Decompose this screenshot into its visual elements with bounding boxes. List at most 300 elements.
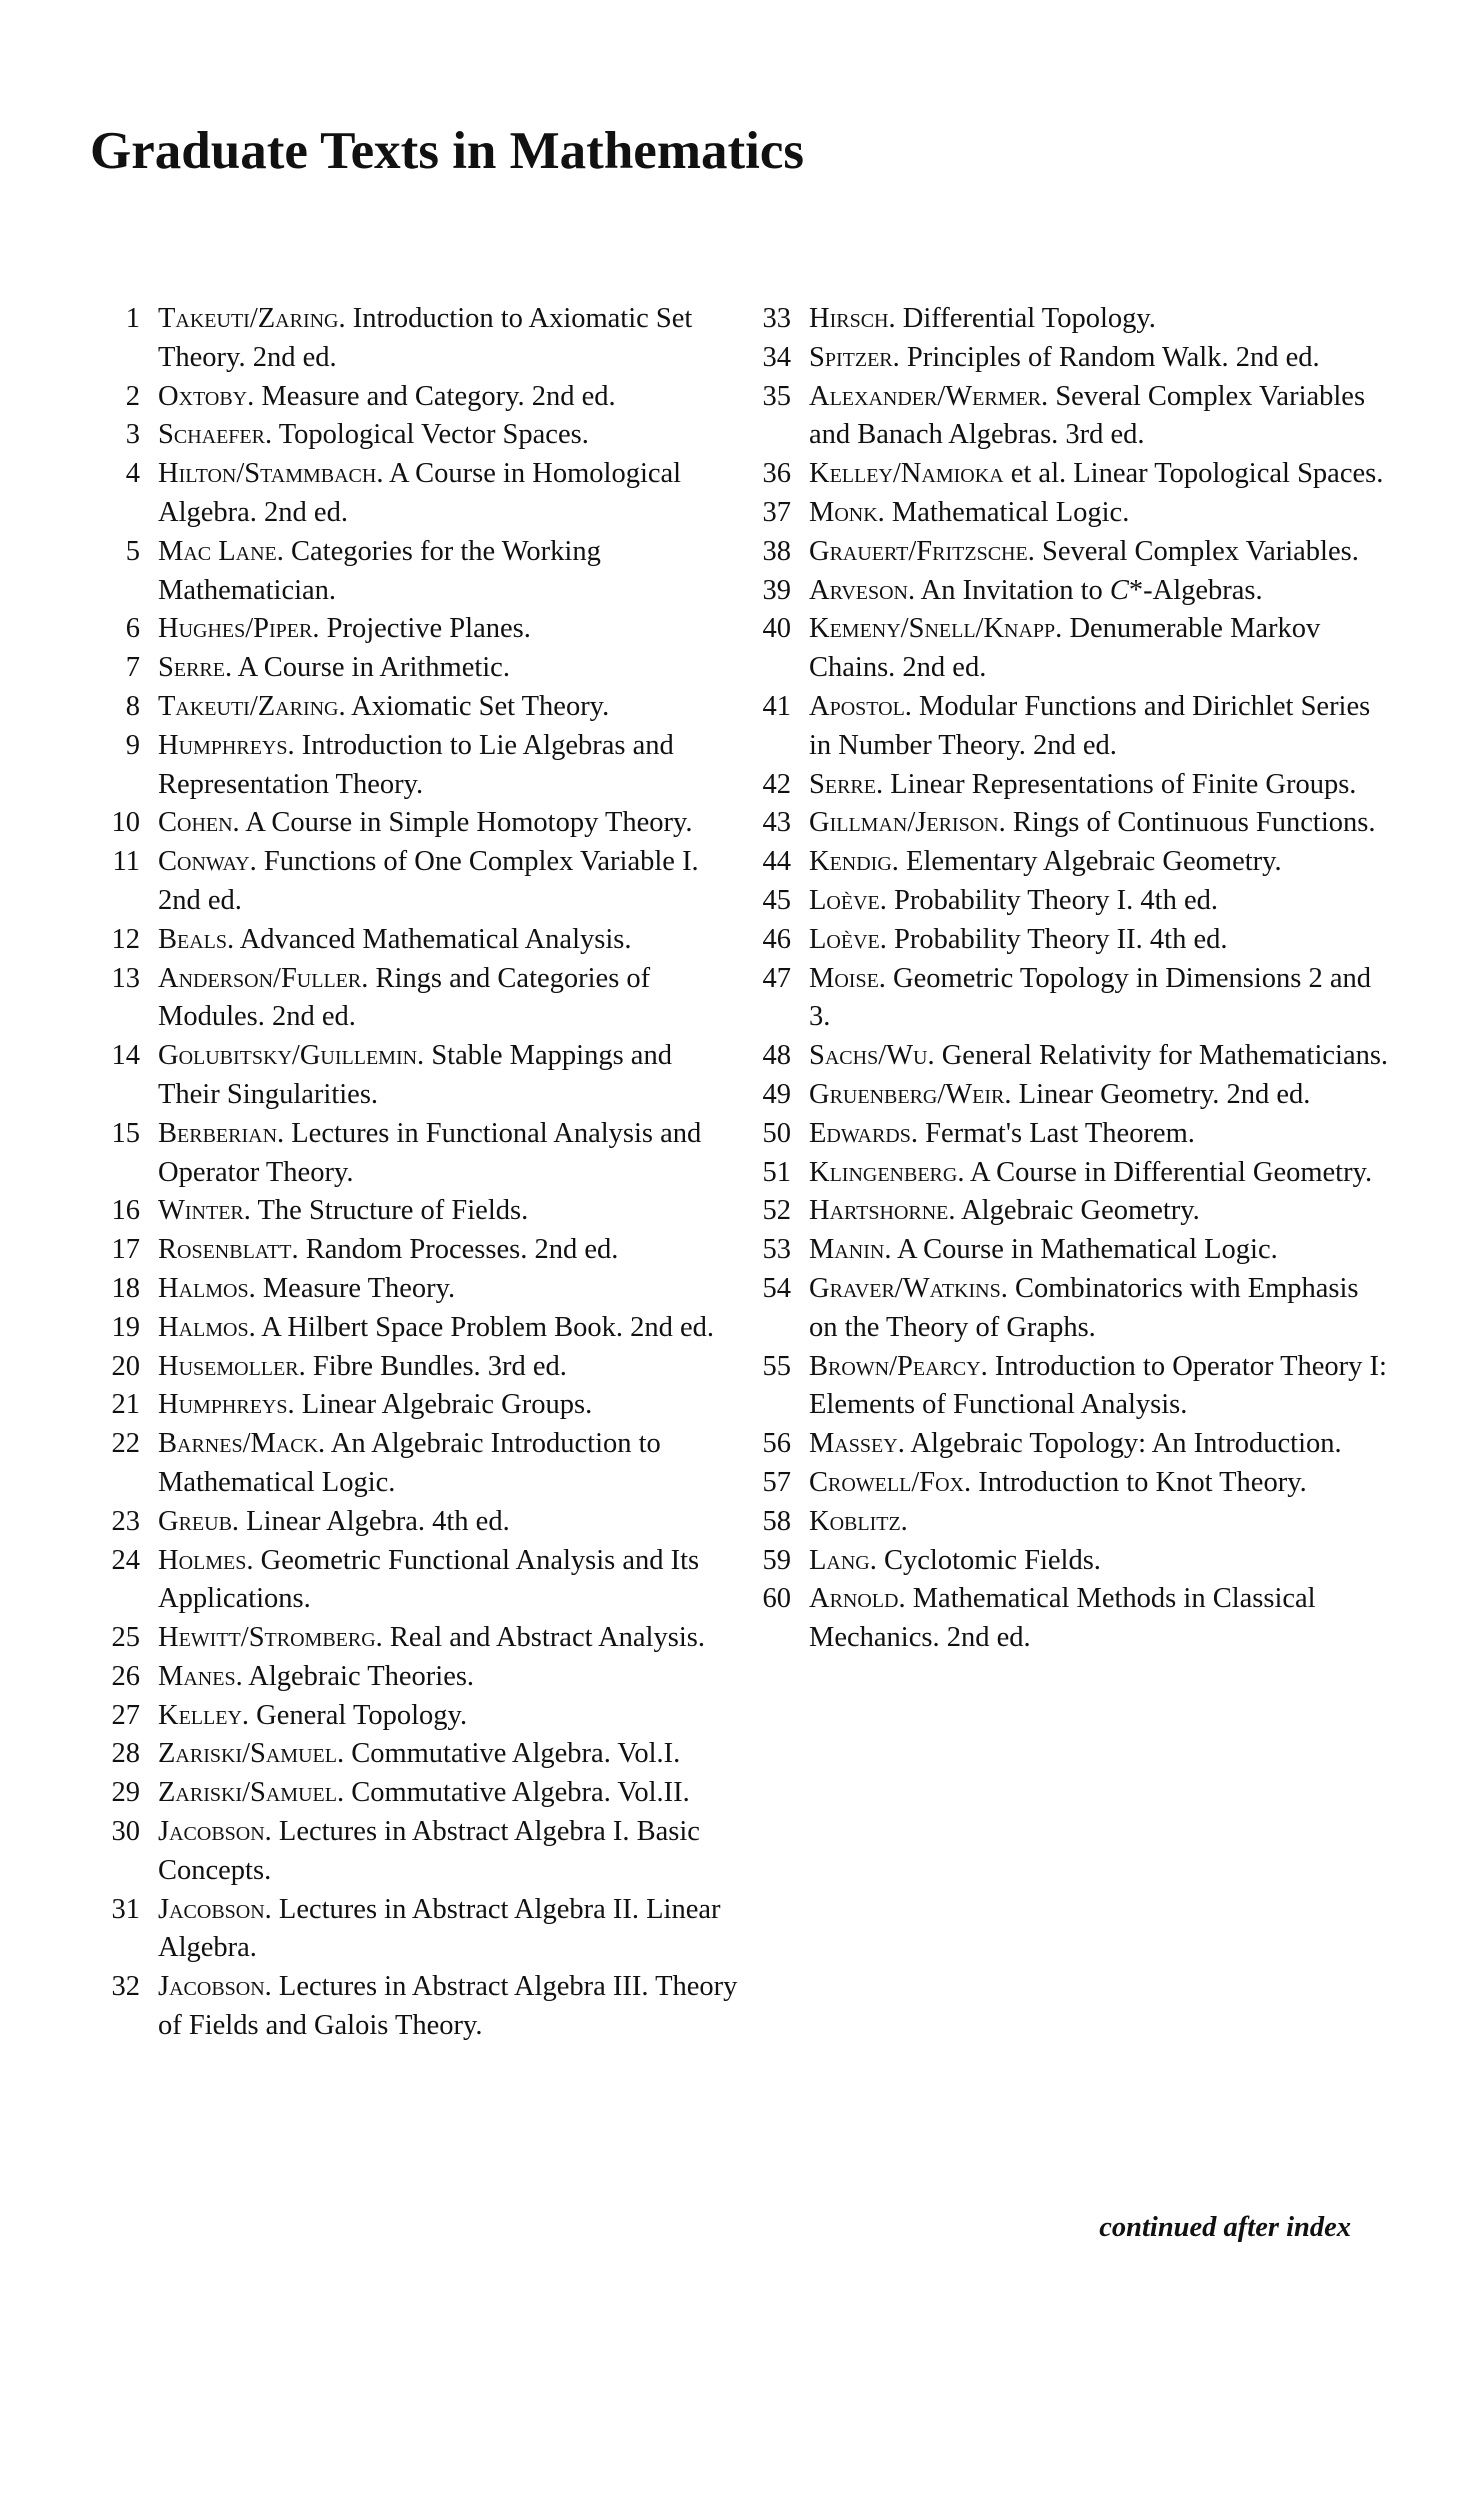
entry-number: 10 (111, 807, 140, 839)
entry-number: 8 (125, 690, 140, 722)
list-item (751, 1425, 1391, 1464)
entry-text (809, 1580, 1391, 1658)
entry-title: Measure and Category. 2nd ed. (254, 380, 616, 412)
list-item (100, 1425, 740, 1503)
entry-title: Lectures in Abstract Algebra I. Basic Concepts. (158, 1816, 700, 1886)
right-column (751, 300, 1391, 1658)
list-item (100, 1503, 740, 1542)
entry-title: Lectures in Abstract Algebra III. Theory of Fields and Galois Theory. (158, 1971, 738, 2042)
list-item (751, 688, 1391, 766)
list-item (751, 1076, 1391, 1115)
entry-text (809, 1348, 1391, 1426)
entry-number: 31 (111, 1893, 140, 1925)
entry-number: 30 (111, 1816, 140, 1848)
entry-text (809, 1037, 1391, 1076)
entry-number: 27 (111, 1699, 140, 1731)
entry-text (158, 378, 740, 417)
list-item (751, 572, 1391, 611)
entry-number: 9 (125, 729, 140, 761)
entry-title: Linear Representations of Finite Groups. (883, 768, 1357, 800)
entry-number: 26 (111, 1660, 140, 1692)
entry-text (158, 1309, 740, 1348)
entry-text (809, 455, 1391, 494)
entry-text (809, 533, 1391, 572)
list-item (100, 1348, 740, 1387)
entry-number: 24 (111, 1544, 140, 1576)
entry-number: 41 (762, 690, 791, 722)
entry-title: Several Complex Variables. (1034, 535, 1359, 567)
entry-text (809, 843, 1391, 882)
entry-title: Algebraic Theories. (242, 1660, 475, 1692)
list-item (751, 843, 1391, 882)
entry-author: Kelley. (158, 1699, 250, 1731)
entry-title: A Course in Differential Geometry. (964, 1156, 1373, 1188)
list-item (100, 1891, 740, 1969)
entry-author: Hartshorne. (809, 1195, 956, 1227)
list-item (100, 1037, 740, 1115)
entry-number: 16 (111, 1195, 140, 1227)
entry-author: Manin. (809, 1234, 892, 1266)
list-item (100, 727, 740, 805)
entry-author: Takeuti/Zaring. (158, 690, 346, 722)
entry-number: 22 (111, 1428, 140, 1460)
list-item (751, 378, 1391, 456)
entry-author: Oxtoby. (158, 380, 255, 412)
entry-author: Hilton/Stammbach. (158, 458, 384, 490)
entry-title: Several Complex Variables and Banach Algebras. 3rd ed. (809, 380, 1366, 451)
entry-author: Serre. (809, 768, 884, 800)
list-item (751, 804, 1391, 843)
entry-text (158, 1386, 740, 1425)
entry-number: 6 (125, 613, 140, 645)
entry-text (158, 1697, 740, 1736)
entry-number: 40 (762, 613, 791, 645)
entry-text (809, 1542, 1391, 1581)
entry-title: A Course in Mathematical Logic. (891, 1234, 1278, 1266)
list-item (100, 1270, 740, 1309)
entry-author: Holmes. (158, 1544, 254, 1576)
entry-number: 56 (762, 1428, 791, 1460)
entry-text (158, 1891, 740, 1969)
entry-author: Beals. (158, 923, 235, 955)
list-item (100, 1231, 740, 1270)
entry-number: 15 (111, 1117, 140, 1149)
entry-number: 20 (111, 1350, 140, 1382)
entry-author: Klingenberg. (809, 1156, 965, 1188)
entry-text (158, 610, 740, 649)
entry-title: An Invitation to (915, 574, 1110, 606)
entry-number: 44 (762, 846, 791, 878)
entry-number: 19 (111, 1311, 140, 1343)
list-item (751, 1503, 1391, 1542)
entry-number: 18 (111, 1272, 140, 1304)
entry-number: 57 (762, 1466, 791, 1498)
entry-number: 34 (762, 341, 791, 373)
entry-title: Linear Algebraic Groups. (294, 1389, 593, 1421)
entry-author: Monk. (809, 496, 885, 528)
entry-text (158, 804, 740, 843)
entry-title: Rings of Continuous Functions. (1005, 807, 1376, 839)
entry-author: Hewitt/Stromberg. (158, 1622, 383, 1654)
entry-title: Differential Topology. (895, 303, 1156, 334)
entry-title: An Algebraic Introduction to Mathematical Logic. (158, 1428, 661, 1498)
entry-number: 17 (111, 1234, 140, 1266)
entry-title: Cyclotomic Fields. (876, 1544, 1101, 1576)
list-item (751, 339, 1391, 378)
list-item (100, 1115, 740, 1193)
entry-text (809, 300, 1391, 339)
entry-text (809, 1076, 1391, 1115)
entry-title: Lectures in Functional Analysis and Operator Theory. (158, 1117, 702, 1188)
list-item (100, 455, 740, 533)
entry-text (809, 960, 1391, 1038)
entry-author: Loève. (809, 923, 887, 955)
entry-title: et al. Linear Topological Spaces. (1003, 458, 1384, 490)
entry-number: 43 (762, 807, 791, 839)
entry-text (158, 1735, 740, 1774)
entry-title: Combinatorics with Emphasis on the Theory of Graphs. (809, 1272, 1359, 1343)
list-item (751, 494, 1391, 533)
list-item (100, 1658, 740, 1697)
entry-text (809, 804, 1391, 843)
entry-text (158, 1037, 740, 1115)
list-item (100, 1619, 740, 1658)
entry-author: Halmos. (158, 1311, 256, 1343)
list-item (751, 960, 1391, 1038)
entry-author: Humphreys. (158, 729, 295, 761)
entry-title: Mathematical Methods in Classical Mechanics. 2nd ed. (809, 1583, 1316, 1654)
entry-text (809, 1154, 1391, 1193)
list-item (751, 1037, 1391, 1076)
entry-author: Lang. (809, 1544, 877, 1576)
entry-text (158, 727, 740, 805)
entry-author: Spitzer. (809, 341, 900, 373)
entry-text (158, 1192, 740, 1231)
entry-title: A Course in Arithmetic. (232, 652, 510, 684)
list-item (751, 610, 1391, 688)
entry-text (158, 688, 740, 727)
list-item (100, 688, 740, 727)
entry-title: Linear Geometry. 2nd ed. (1011, 1078, 1311, 1110)
entry-text (158, 1968, 740, 2046)
entry-author: Conway. (158, 846, 257, 878)
entry-text (158, 1619, 740, 1658)
entry-author: Golubitsky/Guillemin. (158, 1040, 425, 1072)
entry-author: Winter. (158, 1195, 251, 1227)
entry-text (158, 649, 740, 688)
entry-text (809, 378, 1391, 456)
list-item (751, 1270, 1391, 1348)
entry-title: Principles of Random Walk. 2nd ed. (899, 341, 1320, 373)
entry-number: 21 (111, 1389, 140, 1421)
list-item (100, 416, 740, 455)
entry-author: Graver/Watkins. (809, 1272, 1008, 1304)
list-item (100, 1386, 740, 1425)
entry-title: A Course in Simple Homotopy Theory. (239, 807, 693, 839)
entry-title: Fibre Bundles. 3rd ed. (305, 1350, 567, 1382)
list-item (751, 533, 1391, 572)
entry-title-after: *-Algebras. (1128, 574, 1263, 606)
entry-title: Algebraic Geometry. (955, 1195, 1200, 1227)
entry-author: Brown/Pearcy. (809, 1350, 988, 1382)
entry-text (809, 882, 1391, 921)
entry-number: 33 (762, 303, 791, 334)
entry-author: Jacobson. (158, 1971, 272, 2003)
entry-author: Hughes/Piper. (158, 613, 320, 645)
entry-author: Arveson. (809, 574, 916, 606)
entry-author: Manes. (158, 1660, 243, 1692)
entry-author: Barnes/Mack. (158, 1428, 326, 1460)
entry-author: Jacobson. (158, 1816, 272, 1848)
entry-author: Kelley/Namioka (809, 458, 1004, 490)
entry-number: 50 (762, 1117, 791, 1149)
entry-title: Stable Mappings and Their Singularities. (158, 1040, 672, 1110)
list-item (100, 843, 740, 921)
entry-text (809, 1464, 1391, 1503)
entry-number: 46 (762, 923, 791, 955)
list-item (751, 1348, 1391, 1426)
entry-title: Topological Vector Spaces. (272, 419, 589, 451)
entry-text (158, 1348, 740, 1387)
list-item (751, 1580, 1391, 1658)
list-item (100, 649, 740, 688)
entry-author: Cohen. (158, 807, 240, 839)
entry-author: Rosenblatt. (158, 1234, 299, 1266)
entry-text (158, 1270, 740, 1309)
entry-title: Rings and Categories of Modules. 2nd ed. (158, 962, 651, 1033)
list-item (100, 1968, 740, 2046)
entry-title: Commutative Algebra. Vol.I. (344, 1738, 681, 1770)
entry-number: 58 (762, 1505, 791, 1537)
entry-number: 39 (762, 574, 791, 606)
entry-number: 48 (762, 1040, 791, 1072)
entry-author: Gillman/Jerison. (809, 807, 1006, 839)
entry-author: Serre. (158, 652, 233, 684)
list-item (751, 766, 1391, 805)
entry-author: Loève. (809, 884, 887, 916)
entry-title: Projective Planes. (319, 613, 531, 645)
entry-title: Linear Algebra. 4th ed. (239, 1505, 510, 1537)
entry-text (158, 1658, 740, 1697)
list-item (100, 533, 740, 611)
entry-title: Elementary Algebraic Geometry. (898, 846, 1282, 878)
entry-text (809, 1425, 1391, 1464)
entry-author: Crowell/Fox. (809, 1466, 972, 1498)
list-item (100, 1735, 740, 1774)
entry-title: General Topology. (249, 1699, 468, 1731)
entry-author: Massey. (809, 1428, 905, 1460)
entry-number: 14 (111, 1040, 140, 1072)
entry-title: Functions of One Complex Variable I. 2nd ed. (158, 846, 699, 916)
entry-number: 37 (762, 496, 791, 528)
entry-author: Edwards. (809, 1117, 918, 1149)
entry-title: Introduction to Axiomatic Set Theory. 2nd ed. (158, 303, 693, 373)
entry-author: Anderson/Fuller. (158, 962, 369, 994)
entry-number: 47 (762, 962, 791, 994)
entry-number: 32 (111, 1971, 140, 2003)
entry-text (809, 494, 1391, 533)
entry-text (158, 455, 740, 533)
entry-text (809, 688, 1391, 766)
entry-title: A Hilbert Space Problem Book. 2nd ed. (255, 1311, 715, 1343)
entry-author: Zariski/Samuel. (158, 1777, 345, 1809)
entry-text (158, 960, 740, 1038)
entry-title: General Relativity for Mathematicians. (934, 1040, 1389, 1072)
entry-text (158, 1774, 740, 1813)
entry-text (809, 921, 1391, 960)
entry-text (158, 1115, 740, 1193)
entry-text (809, 572, 1391, 611)
entry-text (158, 300, 740, 378)
entry-title: Probability Theory II. 4th ed. (886, 923, 1228, 955)
entry-author: Alexander/Wermer. (809, 380, 1049, 412)
entry-author: Husemoller. (158, 1350, 306, 1382)
entry-text (158, 1231, 740, 1270)
entry-title: Advanced Mathematical Analysis. (234, 923, 632, 955)
entry-author: Schaefer. (158, 419, 273, 451)
list-item (751, 1464, 1391, 1503)
list-item (100, 960, 740, 1038)
entry-author: Grauert/Fritzsche. (809, 535, 1035, 567)
list-item (100, 1813, 740, 1891)
entry-number: 60 (762, 1583, 791, 1615)
entry-title: Axiomatic Set Theory. (345, 690, 610, 722)
entry-title: Denumerable Markov Chains. 2nd ed. (809, 613, 1321, 684)
entry-number: 52 (762, 1195, 791, 1227)
entry-number: 51 (762, 1156, 791, 1188)
entry-number: 25 (111, 1622, 140, 1654)
entry-author: Kemeny/Snell/Knapp. (809, 613, 1063, 645)
entry-title: Modular Functions and Dirichlet Series in Number Theory. 2nd ed. (809, 690, 1371, 761)
entry-number: 29 (111, 1777, 140, 1809)
entry-title: Random Processes. 2nd ed. (298, 1234, 619, 1266)
entry-title: A Course in Homological Algebra. 2nd ed. (158, 458, 682, 528)
list-item (751, 1231, 1391, 1270)
entry-author: Jacobson. (158, 1893, 272, 1925)
entry-number: 59 (762, 1544, 791, 1576)
entry-author: Gruenberg/Weir. (809, 1078, 1012, 1110)
entry-number: 54 (762, 1272, 791, 1304)
entry-author: Humphreys. (158, 1389, 295, 1421)
entry-author: Koblitz. (809, 1505, 908, 1537)
entry-text (158, 1813, 740, 1891)
entry-text (809, 1192, 1391, 1231)
entry-text (158, 1425, 740, 1503)
entry-text (809, 766, 1391, 805)
list-item (100, 1774, 740, 1813)
entry-number: 5 (125, 535, 140, 567)
list-item (100, 804, 740, 843)
entry-number: 38 (762, 535, 791, 567)
entry-title: Geometric Topology in Dimensions 2 and 3. (809, 962, 1372, 1033)
list-item (751, 921, 1391, 960)
entry-text (809, 1115, 1391, 1154)
entry-author: Sachs/Wu. (809, 1040, 935, 1072)
entry-title: Lectures in Abstract Algebra II. Linear Algebra. (158, 1893, 721, 1964)
list-item (751, 1192, 1391, 1231)
entry-number: 49 (762, 1078, 791, 1110)
entry-author: Takeuti/Zaring. (158, 303, 346, 334)
list-item (751, 1154, 1391, 1193)
entry-text (158, 416, 740, 455)
entry-author: Mac Lane. (158, 535, 284, 567)
entry-text (158, 533, 740, 611)
entry-title: Geometric Functional Analysis and Its Applications. (158, 1544, 700, 1615)
entry-text (158, 1503, 740, 1542)
entry-text (809, 339, 1391, 378)
entry-number: 53 (762, 1234, 791, 1266)
entry-author: Zariski/Samuel. (158, 1738, 345, 1770)
entry-number: 42 (762, 768, 791, 800)
entry-author: Kendig. (809, 846, 899, 878)
entry-text (158, 1542, 740, 1620)
entry-number: 28 (111, 1738, 140, 1770)
entry-text (158, 843, 740, 921)
entry-title-italic: C (1109, 574, 1129, 606)
list-item (100, 1192, 740, 1231)
entry-number: 4 (125, 458, 140, 490)
entry-title: Algebraic Topology: An Introduction. (904, 1428, 1342, 1460)
entry-author: Halmos. (158, 1272, 256, 1304)
list-item (751, 455, 1391, 494)
entry-title: Introduction to Knot Theory. (971, 1466, 1307, 1498)
left-column (100, 300, 740, 2046)
entry-author: Arnold. (809, 1583, 906, 1615)
entry-title: Commutative Algebra. Vol.II. (344, 1777, 690, 1809)
entry-number: 45 (762, 884, 791, 916)
entry-number: 2 (125, 380, 140, 412)
entry-title: The Structure of Fields. (250, 1195, 529, 1227)
entry-number: 55 (762, 1350, 791, 1382)
entry-text (809, 1231, 1391, 1270)
entry-author: Hirsch. (809, 303, 896, 334)
entry-number: 13 (111, 962, 140, 994)
entry-text (809, 1503, 1391, 1542)
list-item (100, 1542, 740, 1620)
entry-number: 7 (125, 652, 140, 684)
entry-number: 3 (125, 419, 140, 451)
entry-number: 23 (111, 1505, 140, 1537)
entry-number: 35 (762, 380, 791, 412)
list-item (751, 1542, 1391, 1581)
entry-title: Probability Theory I. 4th ed. (886, 884, 1218, 916)
entry-text (809, 1270, 1391, 1348)
continued-note: continued after index (1099, 2212, 1351, 2243)
entry-author: Berberian. (158, 1117, 285, 1149)
entry-text (809, 610, 1391, 688)
entry-number: 11 (112, 846, 140, 878)
list-item (100, 921, 740, 960)
list-item (100, 1309, 740, 1348)
entry-title: Measure Theory. (255, 1272, 456, 1304)
list-item (100, 1697, 740, 1736)
list-item (751, 1115, 1391, 1154)
entry-title: Categories for the Working Mathematician. (158, 535, 601, 606)
entry-number: 1 (125, 303, 140, 334)
entry-title: Real and Abstract Analysis. (382, 1622, 705, 1654)
entry-author: Moise. (809, 962, 886, 994)
list-item (100, 610, 740, 649)
entry-title: Introduction to Lie Algebras and Representation Theory. (158, 729, 674, 800)
list-item (100, 300, 740, 378)
entry-number: 12 (111, 923, 140, 955)
entry-text (158, 921, 740, 960)
entry-author: Apostol. (809, 690, 912, 722)
entry-title: Introduction to Operator Theory I: Elements of Functional Analysis. (809, 1350, 1387, 1421)
entry-title: Mathematical Logic. (884, 496, 1130, 528)
list-item (751, 300, 1391, 339)
entry-title: Fermat's Last Theorem. (918, 1117, 1195, 1149)
